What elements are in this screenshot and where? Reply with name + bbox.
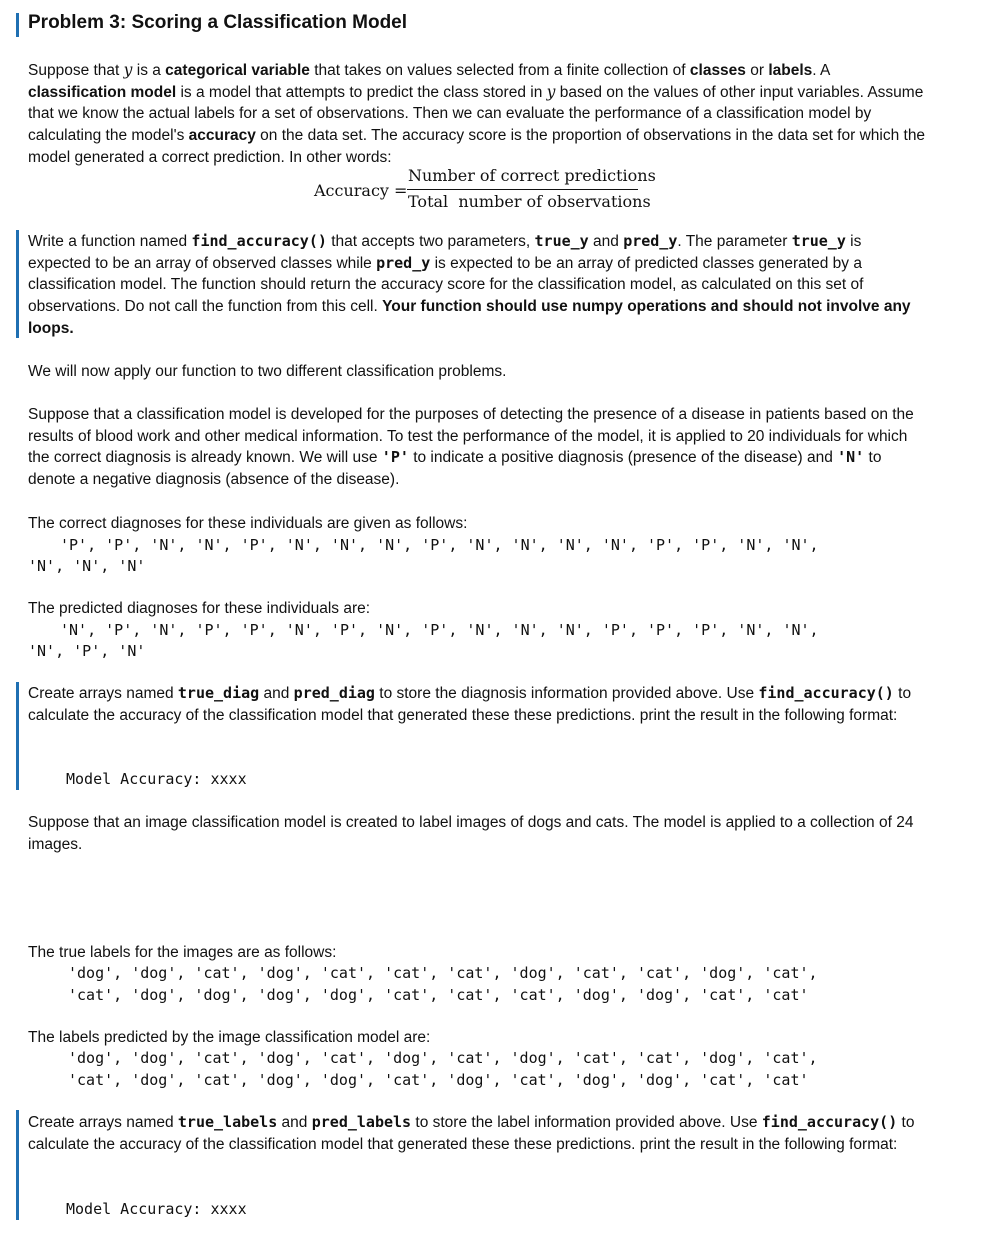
- task3-output-format: Model Accuracy: xxxx: [66, 1200, 247, 1218]
- predicted-diagnoses-label: The predicted diagnoses for these individuals are:: [28, 600, 371, 617]
- pred-labels-line-1: 'dog', 'dog', 'cat', 'dog', 'cat', 'dog', 'cat', 'dog', 'cat', 'cat', 'dog', 'cat',: [68, 1049, 818, 1067]
- title-accent-bar: [16, 13, 19, 37]
- correct-diagnoses-label: The correct diagnoses for these individuals are given as follows:: [28, 515, 468, 532]
- accuracy-formula: [314, 166, 654, 214]
- pred-labels-line-2: 'cat', 'dog', 'cat', 'dog', 'dog', 'cat', 'dog', 'cat', 'dog', 'dog', 'cat', 'cat': [68, 1071, 809, 1089]
- intro-paragraph: Suppose that y is a categorical variable that takes on values selected from a finite collection of classes or labels. A classification model is a model that attempts to predict the class stored in y based on the values of other input variables. Assume that we know the actual labels for a set of observations. Then we can evaluate the performance of a classification model by calculating the model's accuracy on the data set. The accuracy score is the proportion of observations in the data set for which the model generated a correct prediction. In other words:: [28, 61, 926, 166]
- task3-accent-bar: [16, 1110, 19, 1220]
- task3-paragraph: Create arrays named true_labels and pred_labels to store the label information provided above. Use find_accuracy() to calculate the accuracy of the classification model that generated these these predictions. print the result in the following format:: [28, 1113, 915, 1153]
- true-labels-label: The true labels for the images are as follows:: [28, 944, 337, 961]
- images-paragraph: Suppose that an image classification model is created to label images of dogs and cats. The model is applied to a collection of 24 images.: [28, 814, 914, 853]
- formula-denominator: Total number of observations: [408, 192, 651, 211]
- true-labels-line-2: 'cat', 'dog', 'dog', 'dog', 'dog', 'cat', 'cat', 'cat', 'dog', 'dog', 'cat', 'cat': [68, 986, 809, 1004]
- page-title: Problem 3: Scoring a Classification Model: [28, 12, 408, 33]
- task1-accent-bar: [16, 230, 19, 338]
- predicted-diagnoses-line-1: 'N', 'P', 'N', 'P', 'P', 'N', 'P', 'N', 'P', 'N', 'N', 'N', 'P', 'P', 'P', 'N', 'N',: [60, 621, 819, 639]
- formula-lhs: Accuracy =: [314, 181, 408, 200]
- task1-paragraph: Write a function named find_accuracy() that accepts two parameters, true_y and pred_y. The parameter true_y is expected to be an array of observed classes while pred_y is expected to be an array of predicted classes generated by a classification model. The function should return the accuracy score for the classification model, as calculated on this set of observations. Do not call the function from this cell. Your function should use numpy operations and should not involve any loops.: [28, 232, 911, 337]
- task2-output-format: Model Accuracy: xxxx: [66, 770, 247, 788]
- correct-diagnoses-line-2: 'N', 'N', 'N': [28, 557, 146, 575]
- correct-diagnoses-line-1: 'P', 'P', 'N', 'N', 'P', 'N', 'N', 'N', 'P', 'N', 'N', 'N', 'N', 'P', 'P', 'N', 'N',: [60, 536, 819, 554]
- task2-accent-bar: [16, 682, 19, 790]
- disease-paragraph: Suppose that a classification model is developed for the purposes of detecting the presence of a disease in patients based on the results of blood work and other medical information. To test the performance of the model, it is applied to 20 individuals for which the correct diagnosis is already known. We will use 'P' to indicate a positive diagnosis (presence of the disease) and 'N' to denote a negative diagnosis (absence of the disease).: [28, 406, 914, 489]
- true-labels-line-1: 'dog', 'dog', 'cat', 'dog', 'cat', 'cat', 'cat', 'dog', 'cat', 'cat', 'dog', 'cat',: [68, 964, 818, 982]
- formula-fraction-line: [407, 189, 638, 190]
- predicted-diagnoses-line-2: 'N', 'P', 'N': [28, 642, 146, 660]
- task2-paragraph: Create arrays named true_diag and pred_diag to store the diagnosis information provided above. Use find_accuracy() to calculate the accuracy of the classification model that generated these these predictions. print the result in the following format:: [28, 684, 912, 724]
- formula-numerator: Number of correct predictions: [408, 166, 656, 185]
- pred-labels-label: The labels predicted by the image classification model are:: [28, 1029, 431, 1046]
- apply-paragraph: We will now apply our function to two different classification problems.: [28, 363, 507, 380]
